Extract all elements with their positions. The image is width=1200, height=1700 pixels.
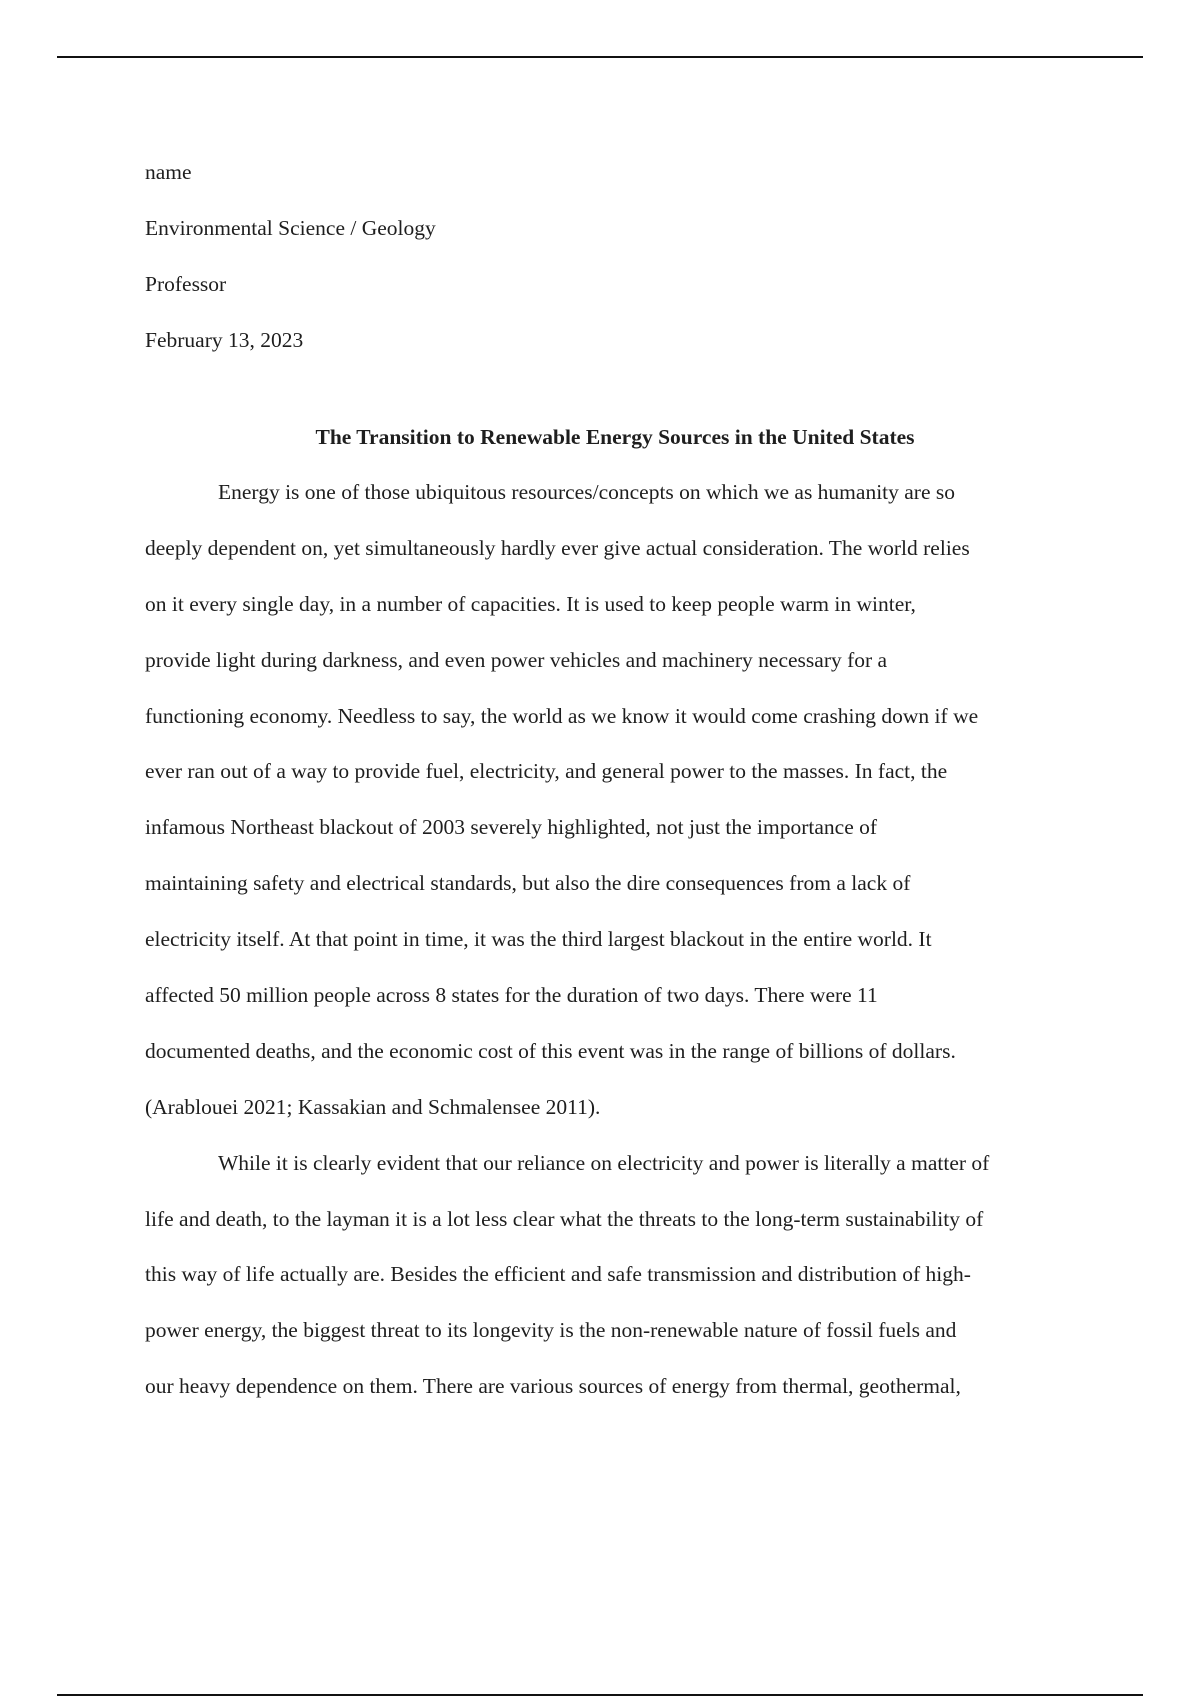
paragraph-1-line: on it every single day, in a number of capacities. It is used to keep people warm in winter, — [145, 591, 916, 616]
paragraph-1-line: infamous Northeast blackout of 2003 severely highlighted, not just the importance of — [145, 815, 878, 840]
paragraph-1-line: electricity itself. At that point in time, it was the third largest blackout in the entire world. It — [145, 927, 932, 952]
paragraph-1-line: functioning economy. Needless to say, the world as we know it would come crashing down if we — [145, 703, 979, 728]
paragraph-2-line: While it is clearly evident that our reliance on electricity and power is literally a matter of — [218, 1150, 990, 1175]
paragraph-2-line: life and death, to the layman it is a lot less clear what the threats to the long-term sustainability of — [145, 1206, 984, 1231]
bottom-divider — [57, 1694, 1143, 1696]
paragraph-1-line: affected 50 million people across 8 states for the duration of two days. There were 11 — [145, 983, 878, 1008]
professor-name: Professor — [145, 272, 227, 296]
paragraph-2-line: power energy, the biggest threat to its longevity is the non-renewable nature of fossil fuels and — [145, 1318, 957, 1343]
paragraph-1-line: maintaining safety and electrical standards, but also the dire consequences from a lack of — [145, 871, 911, 896]
top-divider — [57, 56, 1143, 58]
course-name: Environmental Science / Geology — [145, 216, 436, 240]
document-date: February 13, 2023 — [145, 328, 304, 352]
paragraph-2-line: this way of life actually are. Besides the efficient and safe transmission and distribution of high- — [145, 1262, 971, 1287]
paragraph-2-line: our heavy dependence on them. There are various sources of energy from thermal, geothermal, — [145, 1374, 961, 1399]
paragraph-1-line: deeply dependent on, yet simultaneously hardly ever give actual consideration. The world relies — [145, 535, 970, 560]
student-name: name — [145, 160, 192, 184]
paragraph-1-line: ever ran out of a way to provide fuel, electricity, and general power to the masses. In fact, the — [145, 759, 948, 784]
header-block — [145, 144, 1085, 368]
paragraph-1-line: documented deaths, and the economic cost of this event was in the range of billions of dollars. — [145, 1038, 956, 1063]
paragraph-1-line: (Arablouei 2021; Kassakian and Schmalensee 2011). — [145, 1094, 601, 1119]
document-title: The Transition to Renewable Energy Sources in the United States — [315, 425, 915, 449]
paragraph-1-line: provide light during darkness, and even power vehicles and machinery necessary for a — [145, 647, 888, 672]
body-text — [145, 477, 1105, 1427]
paragraph-1-line: Energy is one of those ubiquitous resources/concepts on which we as humanity are so — [218, 480, 956, 504]
